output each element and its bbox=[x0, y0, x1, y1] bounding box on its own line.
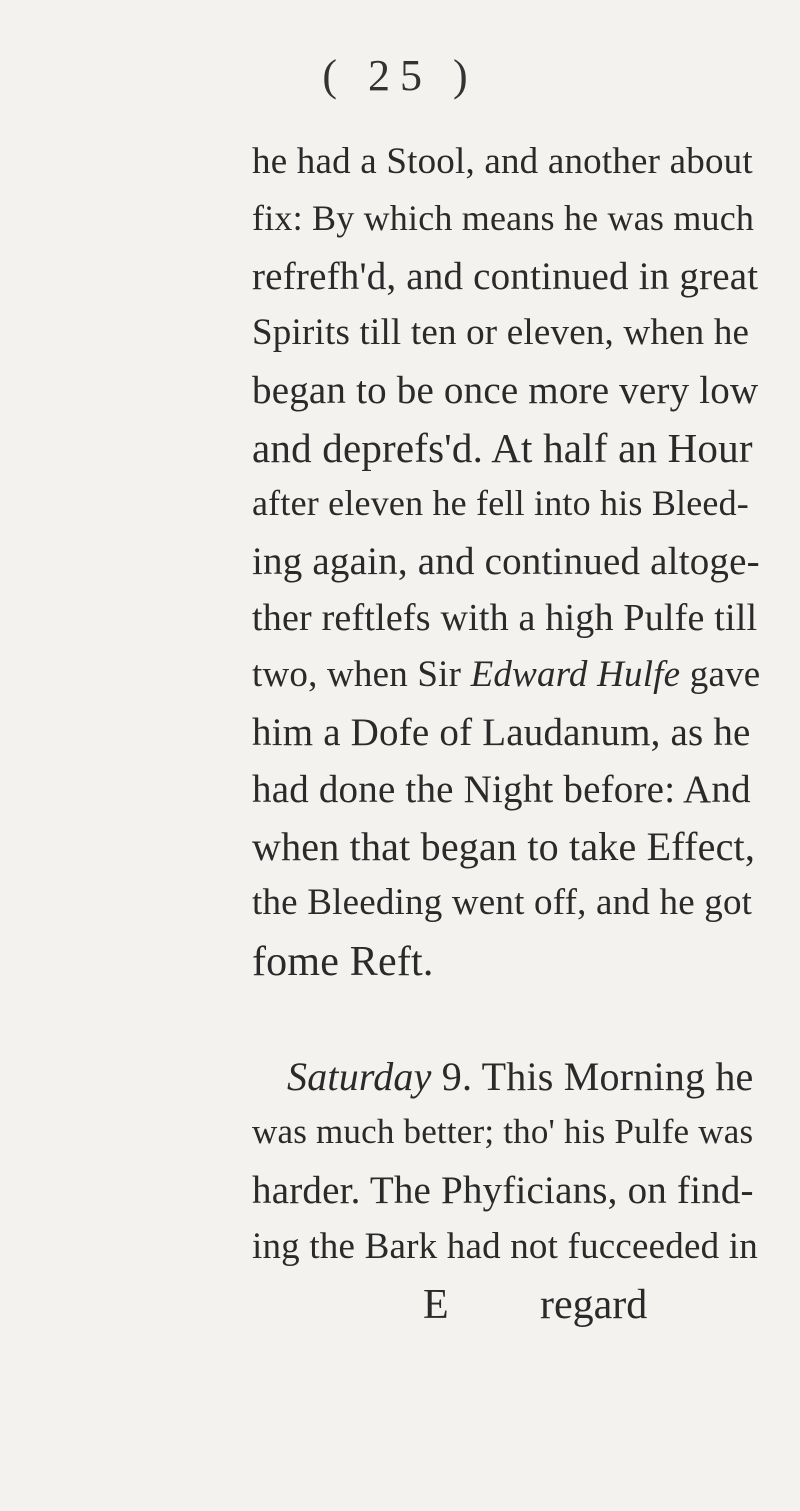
text-line bbox=[287, 1054, 754, 1099]
text-segment: 9. This Morning he bbox=[431, 1054, 754, 1099]
text-line bbox=[252, 654, 761, 695]
text-line: he had a Stool, and another about bbox=[252, 141, 753, 182]
text-line: after eleven he fell into his Bleed- bbox=[252, 483, 749, 523]
catchword: regard bbox=[540, 1282, 648, 1328]
text-line: when that began to take Effect, bbox=[252, 824, 756, 869]
text-segment: gave bbox=[680, 654, 761, 695]
text-line: the Bleeding went off, and he got bbox=[252, 882, 753, 923]
day-heading: Saturday bbox=[287, 1054, 432, 1099]
person-name: Edward Hulfe bbox=[470, 654, 681, 695]
text-line: ing again, and continued altoge- bbox=[252, 540, 760, 583]
text-segment: two, when Sir bbox=[252, 654, 471, 695]
text-line: refrefh'd, and continued in great bbox=[252, 255, 759, 298]
text-line: Spirits till ten or eleven, when he bbox=[252, 312, 750, 353]
text-line: and deprefs'd. At half an Hour bbox=[252, 425, 753, 471]
text-line: ing the Bark had not fucceeded in bbox=[252, 1226, 758, 1267]
text-line: was much better; tho' his Pulfe was bbox=[252, 1112, 754, 1151]
text-line: him a Dofe of Laudanum, as he bbox=[252, 711, 751, 754]
text-line: ther reftlefs with a high Pulfe till bbox=[252, 597, 758, 639]
text-line: began to be once more very low bbox=[252, 369, 759, 412]
text-line: fix: By which means he was much bbox=[252, 198, 755, 238]
text-line: had done the Night before: And bbox=[252, 768, 751, 811]
text-line: fome Reft. bbox=[252, 939, 434, 985]
page-number: ( 25 ) bbox=[322, 51, 478, 100]
text-line: harder. The Phyficians, on find- bbox=[252, 1169, 754, 1212]
signature-mark: E bbox=[423, 1282, 449, 1328]
